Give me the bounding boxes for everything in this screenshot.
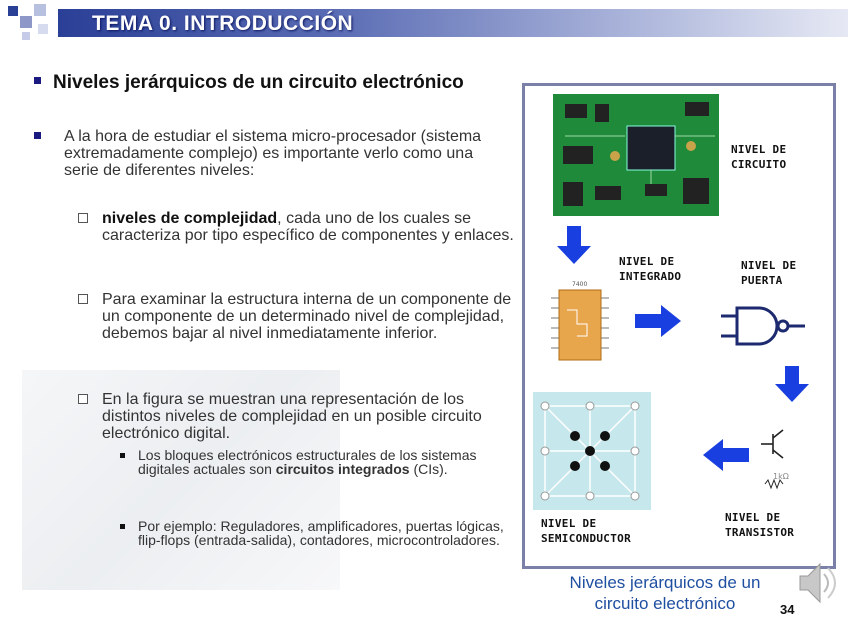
hollow-bullet-icon xyxy=(78,213,88,223)
sub-text: Los bloques electrónicos estructurales de los sistemas digitales actuales son xyxy=(138,447,477,477)
sub-item-examples: Por ejemplo: Reguladores, amplificadores, puertas lógicas, flip-flops (entrada-salida), contadores, microcontroladores. xyxy=(138,518,504,548)
label-line: NIVEL DE xyxy=(731,143,787,156)
deco-square xyxy=(8,6,18,16)
dot-bullet-icon xyxy=(120,524,125,529)
label-line: CIRCUITO xyxy=(731,158,787,171)
right-arrow-icon xyxy=(635,305,681,337)
label-gate-level xyxy=(741,258,796,288)
hierarchy-figure xyxy=(522,83,836,569)
item-internal-structure: Para examinar la estructura interna de un componente de un componente de un determinado nivel de complejidad, debemos bajar al nivel inmediatamente inferior. xyxy=(102,291,512,342)
item-complexity-levels xyxy=(102,210,514,244)
hollow-bullet-icon xyxy=(78,294,88,304)
speaker-icon[interactable] xyxy=(794,558,840,608)
label-line: SEMICONDUCTOR xyxy=(541,532,631,545)
label-line: NIVEL DE xyxy=(725,511,781,524)
left-arrow-icon xyxy=(703,439,749,471)
dot-bullet-icon xyxy=(120,453,125,458)
down-arrow-icon xyxy=(557,226,591,264)
label-integrated-level xyxy=(619,254,681,284)
label-semiconductor-level xyxy=(541,516,631,546)
label-line: TRANSISTOR xyxy=(725,526,795,539)
label-line: NIVEL DE xyxy=(619,255,675,268)
label-line: INTEGRADO xyxy=(619,270,682,283)
bold-term: niveles de complejidad xyxy=(102,210,278,227)
label-line: NIVEL DE xyxy=(541,517,597,530)
semiconductor-lattice-image xyxy=(533,392,651,510)
label-circuit-level xyxy=(731,142,786,172)
label-transistor-level xyxy=(725,510,794,540)
hollow-bullet-icon xyxy=(78,394,88,404)
subtitle-text: Niveles jerárquicos de un circuito electrónico xyxy=(53,72,464,93)
pcb-image xyxy=(553,94,719,216)
deco-square xyxy=(34,4,46,16)
resistor-label: 1kΩ xyxy=(773,472,789,481)
sub-text: (CIs). xyxy=(409,461,448,477)
item-text: , cada uno de los cuales se caracteriza por tipo específico de componentes y enlaces. xyxy=(102,210,514,244)
integrated-circuit-image xyxy=(551,281,609,360)
intro-paragraph: A la hora de estudiar el sistema micro-procesador (sistema extremadamente complejo) es importante verlo como una serie de diferentes niveles: xyxy=(64,128,482,179)
label-line: NIVEL DE xyxy=(741,259,797,272)
figure-caption xyxy=(540,572,790,614)
caption-line: circuito electrónico xyxy=(594,594,736,613)
bold-term: circuitos integrados xyxy=(275,461,410,477)
label-line: PUERTA xyxy=(741,274,783,287)
item-figure-description: En la figura se muestran una representación de los distintos niveles de complejidad en un posible circuito electrónico digital. xyxy=(102,391,482,442)
nand-gate-image xyxy=(721,308,805,344)
deco-square xyxy=(38,24,48,34)
caption-line: Niveles jerárquicos de un xyxy=(569,573,761,592)
square-bullet-icon xyxy=(34,132,41,139)
chip-label: 7400 xyxy=(572,281,588,288)
down-arrow-icon xyxy=(775,366,809,402)
deco-square xyxy=(22,32,30,40)
slide-title: TEMA 0. INTRODUCCIÓN xyxy=(92,12,354,35)
section-subtitle xyxy=(34,72,464,94)
hierarchy-diagram xyxy=(525,86,833,566)
deco-square xyxy=(20,16,32,28)
page-number: 34 xyxy=(780,602,795,617)
square-bullet-icon xyxy=(34,77,41,84)
sub-item-integrated-circuits xyxy=(138,448,478,476)
